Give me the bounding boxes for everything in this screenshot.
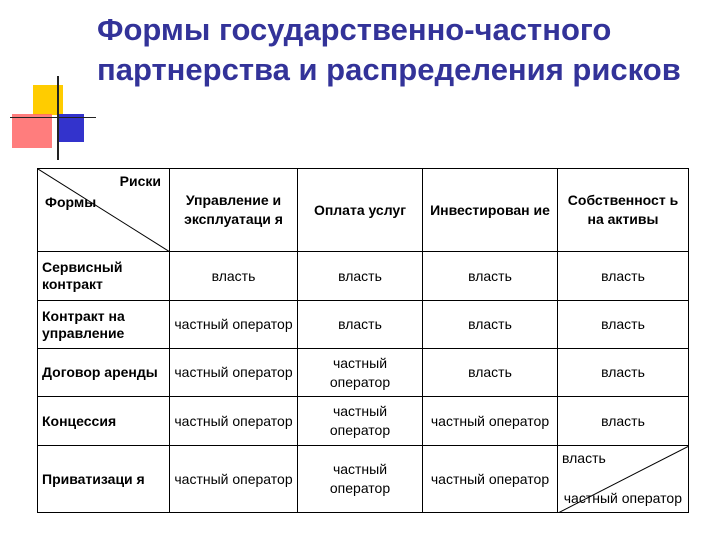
corner-header-cell: [38, 169, 170, 252]
column-header: Оплата услуг: [298, 169, 423, 252]
table-cell: частный оператор: [170, 349, 298, 397]
table-row: [38, 446, 689, 513]
row-header: Приватизаци я: [38, 446, 170, 513]
table-row: [38, 397, 689, 446]
table-cell: власть: [558, 349, 689, 397]
table-cell: частный оператор: [170, 446, 298, 513]
table-row: [38, 349, 689, 397]
corner-forms-label: Формы: [45, 194, 97, 210]
slide-title: Формы государственно-частного партнерства и распределения рисков: [97, 12, 681, 87]
risk-table: [37, 168, 689, 513]
column-header: Инвестирован ие: [423, 169, 558, 252]
deco-vertical-line: [57, 76, 59, 160]
table-cell: частный оператор: [170, 301, 298, 349]
split-cell-top: власть: [562, 450, 606, 466]
table-cell: частный оператор: [423, 397, 558, 446]
table-cell: власть: [298, 252, 423, 301]
corner-risks-label: Риски: [119, 173, 161, 189]
split-cell: [558, 446, 689, 513]
row-header: Концессия: [38, 397, 170, 446]
table-row: [38, 301, 689, 349]
table-cell: частный оператор: [298, 397, 423, 446]
deco-blue-square: [58, 114, 84, 142]
table-cell: власть: [423, 301, 558, 349]
row-header: Договор аренды: [38, 349, 170, 397]
table-cell: власть: [423, 349, 558, 397]
table-cell: власть: [558, 397, 689, 446]
table-cell: власть: [170, 252, 298, 301]
table-cell: частный оператор: [298, 446, 423, 513]
row-header: Контракт на управление: [38, 301, 170, 349]
row-header: Сервисный контракт: [38, 252, 170, 301]
table-cell: власть: [298, 301, 423, 349]
table-row: [38, 252, 689, 301]
table-cell: частный оператор: [298, 349, 423, 397]
table-cell: власть: [558, 301, 689, 349]
table-cell: власть: [423, 252, 558, 301]
table-cell: частный оператор: [170, 397, 298, 446]
table-cell: частный оператор: [423, 446, 558, 513]
split-cell-bottom: частный оператор: [563, 490, 682, 506]
deco-horizontal-line: [10, 117, 96, 118]
table-cell: власть: [558, 252, 689, 301]
column-header: Управление и эксплуатаци я: [170, 169, 298, 252]
deco-red-square: [12, 114, 52, 148]
column-header: Собственност ь на активы: [558, 169, 689, 252]
